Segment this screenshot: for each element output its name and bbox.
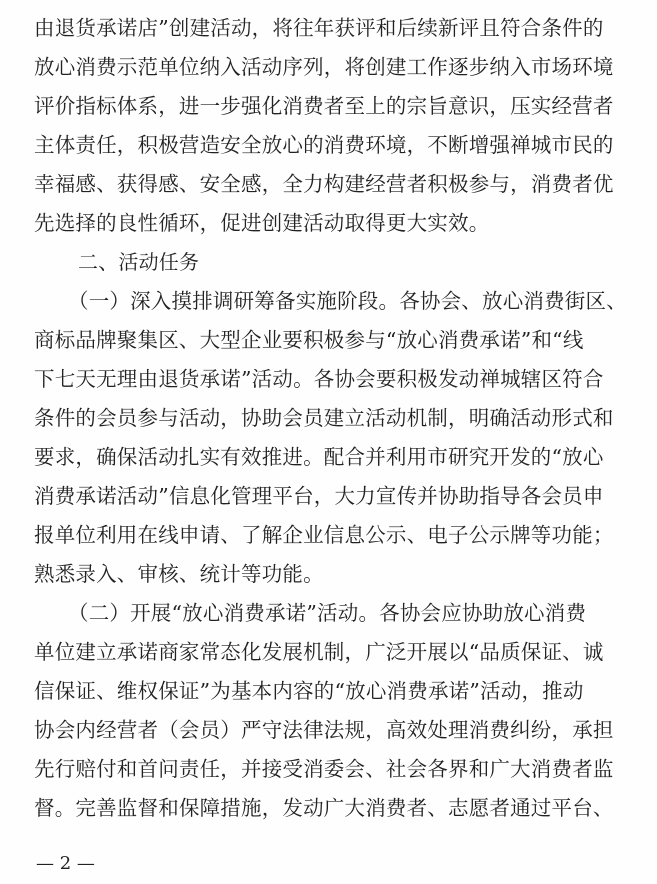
text-line-15: 熟悉录入、审核、统计等功能。: [34, 562, 324, 586]
text-line-19: 协会内经营者（会员）严守法律法规，高效处理消费纠纷，承担: [34, 718, 614, 742]
text-line-5: 幸福感、获得感、安全感，全力构建经营者积极参与，消费者优: [34, 172, 614, 196]
text-line-1: 由退货承诺店”创建活动，将往年获评和后续新评且符合条件的: [34, 16, 604, 40]
text-line-4: 主体责任，积极营造安全放心的消费环境，不断增强禅城市民的: [34, 133, 614, 157]
text-line-20: 先行赔付和首问责任，并接受消委会、社会各界和广大消费者监: [34, 757, 614, 781]
text-line-10: 下七天无理由退货承诺”活动。各协会要积极发动禅城辖区符合: [34, 367, 604, 391]
text-line-6: 先选择的良性循环，促进创建活动取得更大实效。: [34, 211, 490, 235]
text-line-13: 消费承诺活动”信息化管理平台，大力宣传并协助指导各会员申: [34, 484, 604, 508]
text-line-9: 商标品牌聚集区、大型企业要积极参与“放心消费承诺”和“线: [34, 328, 584, 352]
text-line-18: 信保证、维权保证”为基本内容的“放心消费承诺”活动，推动: [34, 679, 584, 703]
text-line-11: 条件的会员参与活动，协助会员建立活动机制，明确活动形式和: [34, 406, 614, 430]
text-line-12: 要求，确保活动扎实有效推进。配合并利用市研究开发的“放心: [34, 445, 604, 469]
subsection-heading-2: （二）开展“放心消费承诺”活动。各协会应协助放心消费: [68, 601, 587, 625]
text-line-14: 报单位利用在线申请、了解企业信息公示、电子公示牌等功能；: [34, 523, 614, 547]
text-line-3: 评价指标体系，进一步强化消费者至上的宗旨意识，压实经营者: [34, 94, 614, 118]
page-number: — 2 —: [36, 853, 95, 874]
subsection-heading-1: （一）深入摸排调研筹备实施阶段。各协会、放心消费街区、: [68, 289, 627, 313]
section-heading: 二、活动任务: [78, 250, 200, 274]
text-line-21: 督。完善监督和保障措施，发动广大消费者、志愿者通过平台、: [34, 796, 614, 820]
text-line-2: 放心消费示范单位纳入活动序列，将创建工作逐步纳入市场环境: [34, 55, 614, 79]
text-line-17: 单位建立承诺商家常态化发展机制，广泛开展以“品质保证、诚: [34, 640, 604, 664]
